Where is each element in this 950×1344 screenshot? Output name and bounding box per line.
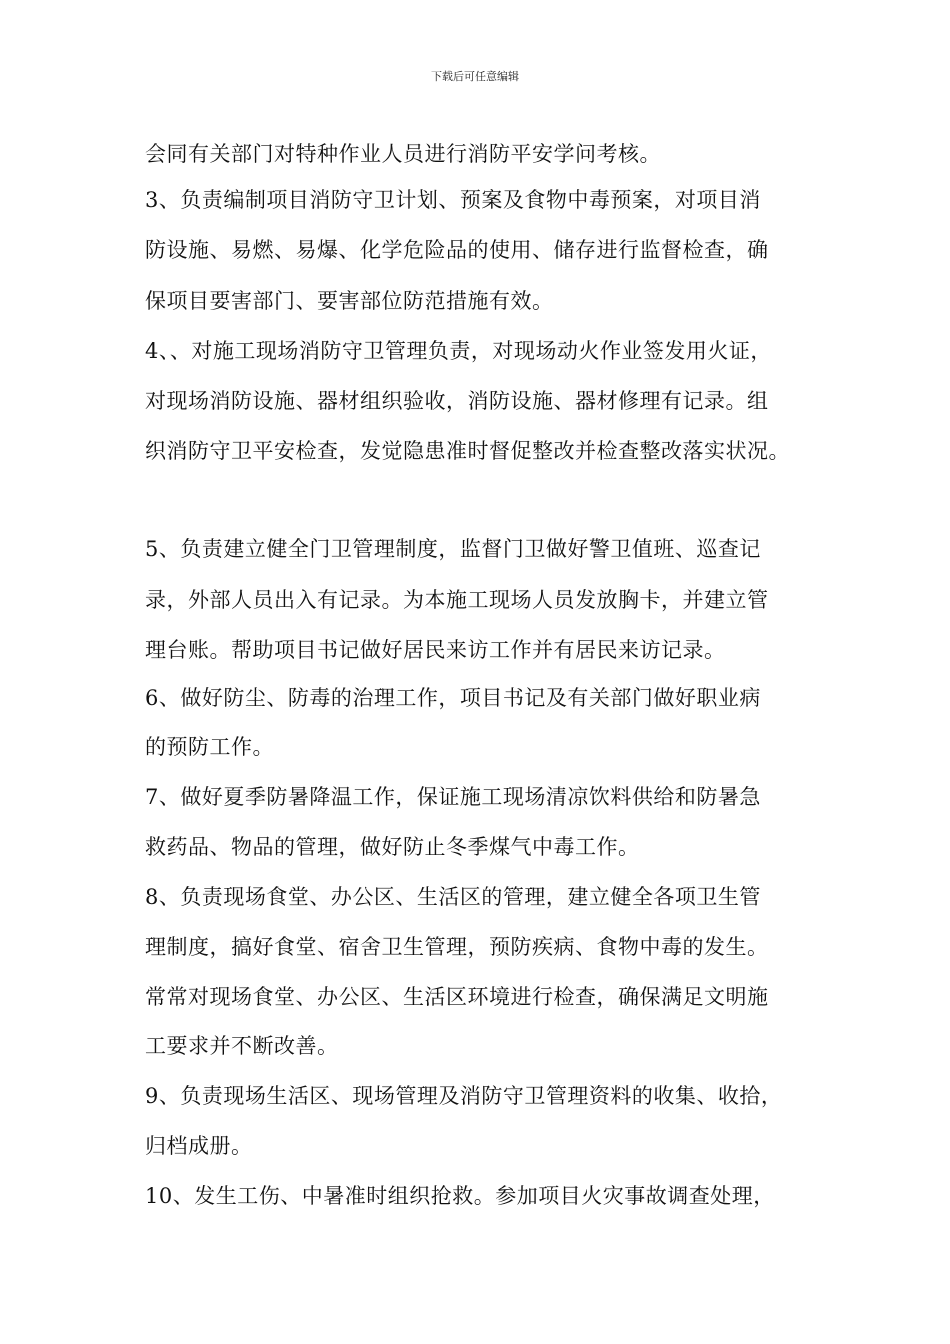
text-line: 救药品、物品的管理，做好防止冬季煤气中毒工作。: [145, 835, 640, 859]
text-line: 理制度，搞好食堂、宿舍卫生管理，预防疾病、食物中毒的发生。: [145, 935, 769, 959]
text-line: 3、负责编制项目消防守卫计划、预案及食物中毒预案，对项目消: [145, 188, 761, 212]
text-line: 常常对现场食堂、办公区、生活区环境进行检查，确保满足文明施: [145, 985, 769, 1009]
text-line: 织消防守卫平安检查，发觉隐患准时督促整改并检查整改落实状况。: [145, 439, 790, 463]
text-line: 工要求并不断改善。: [145, 1034, 339, 1058]
text-line: 会同有关部门对特种作业人员进行消防平安学问考核。: [145, 142, 661, 166]
text-line: 10、发生工伤、中暑准时组织抢救。参加项目火灾事故调查处理，: [145, 1184, 775, 1208]
text-line: 5、负责建立健全门卫管理制度，监督门卫做好警卫值班、巡查记: [145, 537, 761, 561]
text-line: 保项目要害部门、要害部位防范措施有效。: [145, 289, 554, 313]
text-line: 对现场消防设施、器材组织验收，消防设施、器材修理有记录。组: [145, 389, 769, 413]
text-line: 7、做好夏季防暑降温工作，保证施工现场清凉饮料供给和防暑急: [145, 785, 761, 809]
text-line: 理台账。帮助项目书记做好居民来访工作并有居民来访记录。: [145, 638, 726, 662]
page-header: 下载后可任意编辑: [431, 70, 519, 83]
text-line: 8、负责现场食堂、办公区、生活区的管理，建立健全各项卫生管: [145, 885, 761, 909]
text-line: 6、做好防尘、防毒的治理工作，项目书记及有关部门做好职业病: [145, 686, 761, 710]
text-line: 归档成册。: [145, 1134, 253, 1158]
text-line: 录，外部人员出入有记录。为本施工现场人员发放胸卡，并建立管: [145, 588, 769, 612]
text-line: 防设施、易燃、易爆、化学危险品的使用、储存进行监督检查，确: [145, 238, 769, 262]
text-line: 的预防工作。: [145, 735, 274, 759]
text-line: 4、、对施工现场消防守卫管理负责，对现场动火作业签发用火证，: [145, 339, 772, 363]
text-line: 9、负责现场生活区、现场管理及消防守卫管理资料的收集、收拾，: [145, 1084, 783, 1108]
